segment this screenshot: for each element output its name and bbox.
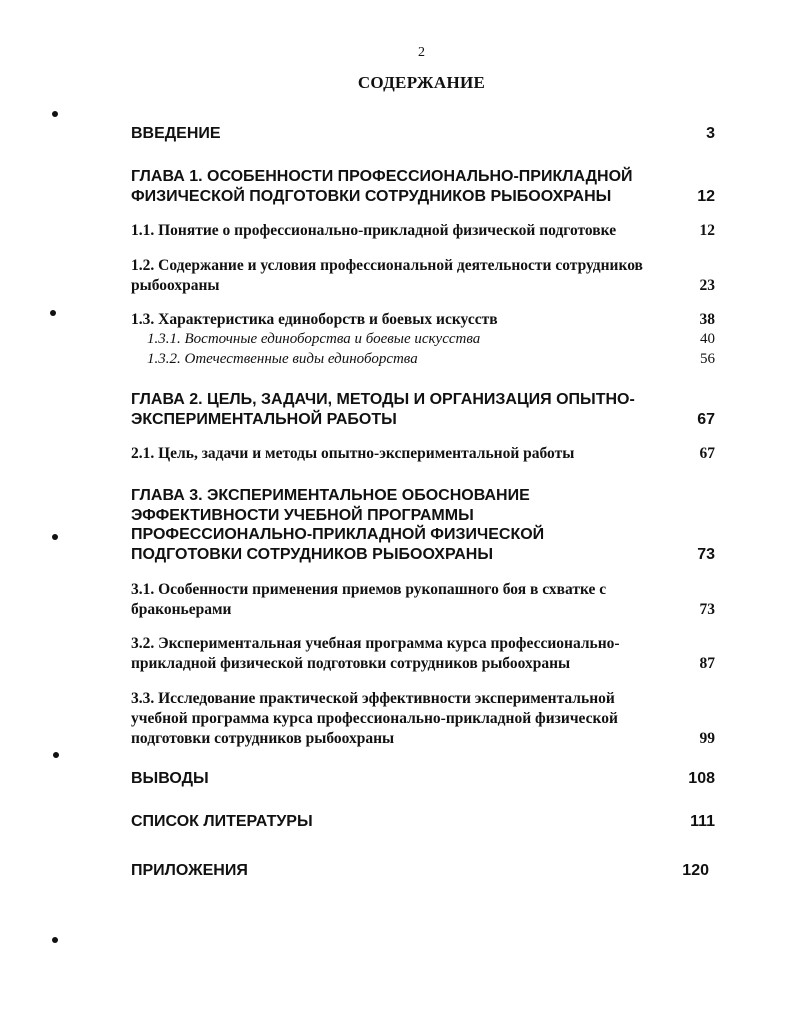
- toc-entry-conclusions: [131, 769, 715, 789]
- toc-entry-line: 3.3. Исследование практической эффективности экспериментальной: [131, 690, 615, 707]
- toc-entry-page: 12: [699, 222, 715, 239]
- toc-entry-section-3-3: [131, 689, 715, 749]
- toc-entry-line: 3.2. Экспериментальная учебная программа курса профессионально-: [131, 635, 620, 652]
- binding-dot: [52, 937, 58, 943]
- toc-entry-section-3-1: [131, 580, 715, 620]
- toc-entry-line: ЭКСПЕРИМЕНТАЛЬНОЙ РАБОТЫ: [131, 410, 397, 428]
- toc-entry-section-1-3: [131, 310, 715, 330]
- toc-entry-text: 2.1. Цель, задачи и методы опытно-экспериментальной работы: [131, 445, 575, 462]
- toc-entry-text: 1.3.2. Отечественные виды единоборства: [147, 351, 418, 367]
- toc-entry-text: СПИСОК ЛИТЕРАТУРЫ: [131, 813, 313, 830]
- toc-entry-chapter-3: [131, 486, 715, 564]
- toc-entry-text: ПРИЛОЖЕНИЯ: [131, 862, 248, 879]
- binding-dot: [53, 752, 59, 758]
- page-number: 2: [418, 45, 425, 60]
- toc-entry-appendices: [131, 861, 709, 881]
- toc-entry-line: ГЛАВА 2. ЦЕЛЬ, ЗАДАЧИ, МЕТОДЫ И ОРГАНИЗАЦИЯ ОПЫТНО-: [131, 391, 635, 408]
- page-title: СОДЕРЖАНИЕ: [357, 73, 486, 92]
- toc-entry-page: 120: [682, 862, 709, 879]
- toc-entry-page: 87: [699, 655, 715, 672]
- toc-entry-line: 1.2. Содержание и условия профессиональной деятельности сотрудников: [131, 257, 643, 274]
- binding-dot: [52, 534, 58, 540]
- toc-entry-line: ПОДГОТОВКИ СОТРУДНИКОВ РЫБООХРАНЫ: [131, 545, 493, 563]
- toc-entry-text: 1.3. Характеристика единоборств и боевых искусств: [131, 311, 498, 328]
- toc-entry-page: 67: [699, 445, 715, 462]
- toc-entry-text: 1.1. Понятие о профессионально-прикладной физической подготовке: [131, 222, 617, 239]
- toc-entry-introduction: [131, 124, 715, 144]
- toc-entry-page: 108: [688, 770, 715, 787]
- toc-entry-section-1-3-2: [131, 349, 715, 369]
- toc-entry-page: 40: [700, 331, 715, 347]
- toc-entry-page: 111: [690, 813, 715, 830]
- toc-entry-text: 1.3.1. Восточные единоборства и боевые искусства: [147, 331, 481, 347]
- toc-entry-page: 3: [706, 125, 715, 142]
- toc-entry-line: подготовки сотрудников рыбоохраны: [131, 730, 395, 747]
- toc-entry-section-1-3-1: [131, 329, 715, 349]
- toc-entry-line: рыбоохраны: [131, 277, 220, 294]
- toc-entry-page: 73: [697, 545, 715, 563]
- toc-entry-chapter-2: [131, 390, 715, 429]
- toc-entry-section-1-2: [131, 256, 715, 296]
- toc-entry-line: ГЛАВА 3. ЭКСПЕРИМЕНТАЛЬНОЕ ОБОСНОВАНИЕ: [131, 487, 530, 504]
- toc-entry-literature: [131, 812, 715, 832]
- toc-entry-section-1-1: [131, 221, 715, 241]
- toc-entry-page: 56: [700, 351, 715, 367]
- toc-entry-line: учебной программа курса профессионально-прикладной физической: [131, 710, 618, 727]
- toc-entry-line: браконьерами: [131, 601, 232, 618]
- toc-entry-line: ФИЗИЧЕСКОЙ ПОДГОТОВКИ СОТРУДНИКОВ РЫБООХРАНЫ: [131, 187, 612, 205]
- toc-entry-page: 99: [699, 730, 715, 747]
- toc-entry-line: прикладной физической подготовки сотрудников рыбоохраны: [131, 655, 571, 672]
- toc-entry-section-3-2: [131, 634, 715, 674]
- toc-entry-page: 67: [697, 410, 715, 428]
- toc-entry-page: 38: [699, 311, 715, 328]
- toc-entry-page: 23: [699, 277, 715, 294]
- toc-entry-section-2-1: [131, 444, 715, 464]
- binding-dot: [50, 310, 56, 316]
- toc-entry-chapter-1: [131, 167, 715, 206]
- toc-entry-text: ВВЕДЕНИЕ: [131, 125, 221, 142]
- toc-entry-line: ГЛАВА 1. ОСОБЕННОСТИ ПРОФЕССИОНАЛЬНО-ПРИКЛАДНОЙ: [131, 168, 633, 185]
- toc-entry-page: 73: [699, 601, 715, 618]
- toc-entry-page: 12: [697, 187, 715, 205]
- toc-entry-line: 3.1. Особенности применения приемов рукопашного боя в схватке с: [131, 581, 607, 598]
- toc-entry-line: ПРОФЕССИОНАЛЬНО-ПРИКЛАДНОЙ ФИЗИЧЕСКОЙ: [131, 526, 545, 543]
- toc-entry-text: ВЫВОДЫ: [131, 770, 209, 787]
- toc-entry-line: ЭФФЕКТИВНОСТИ УЧЕБНОЙ ПРОГРАММЫ: [131, 506, 474, 524]
- binding-dot: [52, 111, 58, 117]
